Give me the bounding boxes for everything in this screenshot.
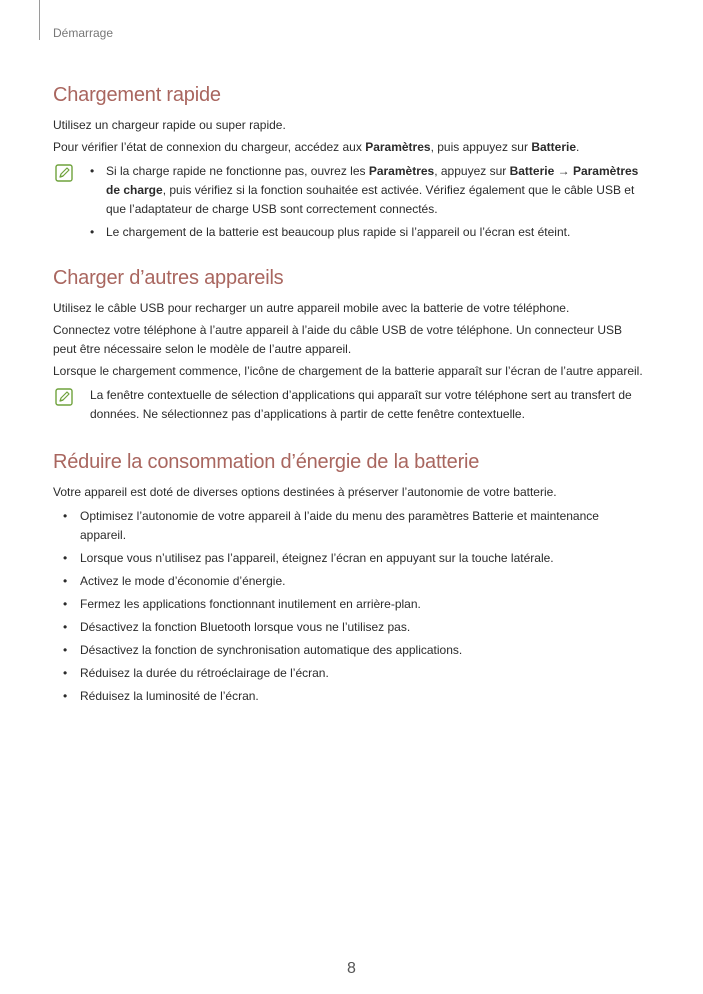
list-item: • Désactivez la fonction de synchronisation automatique des applications. bbox=[63, 643, 463, 657]
tips-list bbox=[53, 507, 648, 706]
paragraph: Utilisez le câble USB pour recharger un autre appareil mobile avec la batterie de votre téléphone. bbox=[53, 301, 570, 315]
list-item: • Activez le mode d’économie d’énergie. bbox=[63, 574, 286, 588]
paragraph: Utilisez un chargeur rapide ou super rapide. bbox=[53, 118, 286, 132]
content bbox=[53, 80, 648, 706]
paragraph: Votre appareil est doté de diverses options destinées à préserver l’autonomie de votre batterie. bbox=[53, 485, 557, 499]
page-number: 8 bbox=[347, 960, 356, 977]
section-title-charge-other-devices: Charger d’autres appareils bbox=[53, 267, 284, 289]
list-item: • Le chargement de la batterie est beaucoup plus rapide si l’appareil ou l’écran est éteint. bbox=[90, 225, 571, 239]
header-rule bbox=[39, 0, 40, 40]
note-pencil-icon bbox=[55, 164, 73, 182]
list-item: • Si la charge rapide ne fonctionne pas, ouvrez les Paramètres, appuyez sur Batterie → Paramètres de charge, puis vérifiez si la fonction souhaitée est activée. Vérifiez également que le câble USB et que l’adaptateur de charge USB sont correctement connectés. bbox=[90, 164, 639, 216]
section-title-fast-charging: Chargement rapide bbox=[53, 84, 221, 106]
paragraph: Connectez votre téléphone à l’autre appareil à l’aide du câble USB de votre téléphone. Un connecteur USB peut être nécessaire selon le modèle de l’autre appareil. bbox=[53, 323, 623, 356]
list-item: • Optimisez l’autonomie de votre appareil à l’aide du menu des paramètres Batterie et maintenance appareil. bbox=[63, 509, 599, 542]
note-list bbox=[90, 162, 648, 242]
note-pencil-icon bbox=[55, 388, 73, 406]
section-title-reduce-battery-consumption: Réduire la consommation d’énergie de la batterie bbox=[53, 451, 480, 473]
list-item: • Fermez les applications fonctionnant inutilement en arrière-plan. bbox=[63, 597, 421, 611]
paragraph: Lorsque le chargement commence, l’icône de chargement de la batterie apparaît sur l’écran de l’autre appareil. bbox=[53, 364, 643, 378]
list-item: • Réduisez la luminosité de l’écran. bbox=[63, 689, 259, 703]
note-box bbox=[53, 386, 648, 424]
paragraph: Pour vérifier l’état de connexion du chargeur, accédez aux Paramètres, puis appuyez sur Batterie. bbox=[53, 140, 580, 154]
running-header: Démarrage bbox=[53, 26, 114, 40]
note-box bbox=[53, 162, 648, 242]
note-text: La fenêtre contextuelle de sélection d’applications qui apparaît sur votre téléphone sert au transfert de données. Ne sélectionnez pas d’applications à partir de cette fenêtre contextuelle. bbox=[90, 388, 632, 421]
list-item: • Lorsque vous n’utilisez pas l’appareil, éteignez l’écran en appuyant sur la touche latérale. bbox=[63, 551, 554, 565]
list-item: • Désactivez la fonction Bluetooth lorsque vous ne l’utilisez pas. bbox=[63, 620, 411, 634]
list-item: • Réduisez la durée du rétroéclairage de l’écran. bbox=[63, 666, 329, 680]
